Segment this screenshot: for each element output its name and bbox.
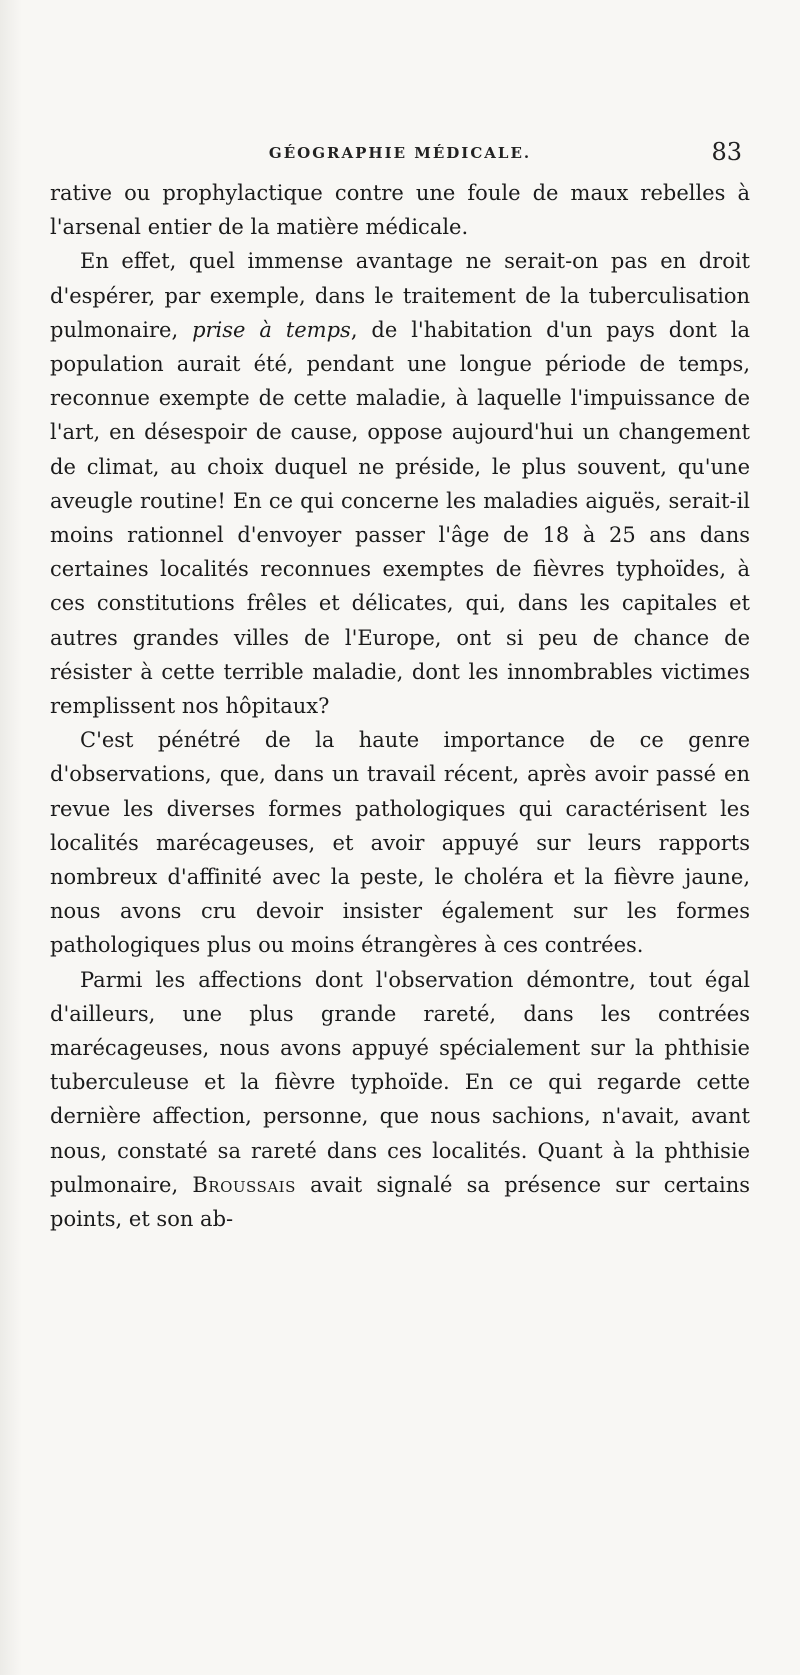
page-edge-shadow: [0, 0, 22, 1675]
author-name-broussais: Broussais: [192, 1172, 296, 1197]
paragraph-2: [50, 244, 750, 723]
paragraph-2-italic: prise à temps: [192, 317, 351, 342]
paragraph-3: C'est pénétré de la haute importance de ce genre d'observations, que, dans un travail récent, après avoir passé en revue les diverses formes pathologiques qui caractérisent les localités marécageuses, et avoir appuyé sur leurs rapports nombreux d'affinité avec la peste, le choléra et la fièvre jaune, nous avons cru devoir insister également sur les formes pathologiques plus ou moins étrangères à ces contrées.: [50, 728, 750, 958]
page-number: 83: [711, 138, 742, 166]
paragraph-2-text-a: En effet, quel immense avantage ne serait-on pas en droit d'espérer, par exemple, dans le traitement de la tuberculisation pulmonaire,: [50, 249, 750, 342]
paragraph-4: [50, 963, 750, 1237]
body-text: [50, 176, 750, 1236]
paragraph-4-text-a: Parmi les affections dont l'observation démontre, tout égal d'ailleurs, une plus grande rareté, dans les contrées marécageuses, nous avons appuyé spécialement sur la phthisie tuberculeuse et la fièvre typhoïde. En ce qui regarde cette dernière affection, personne, que nous sachions, n'avait, avant nous, constaté sa rareté dans ces localités. Quant à la phthisie pulmonaire,: [50, 967, 750, 1197]
running-title: GÉOGRAPHIE MÉDICALE.: [268, 144, 532, 162]
paragraph-1: rative ou prophylactique contre une foule de maux rebelles à l'arsenal entier de la matière médicale.: [50, 181, 750, 240]
running-head: [50, 138, 750, 172]
paragraph-4-text-b: avait signalé sa présence sur certains points, et son ab-: [50, 1172, 750, 1232]
paragraph-2-text-b: , de l'habitation d'un pays dont la population aurait été, pendant une longue période de temps, reconnue exempte de cette maladie, à laquelle l'impuissance de l'art, en désespoir de cause, oppose aujourd'hui un changement de climat, au choix duquel ne préside, le plus souvent, qu'une aveugle routine! En ce qui concerne les maladies aiguës, serait-il moins rationnel d'envoyer passer l'âge de 18 à 25 ans dans certaines localités reconnues exemptes de fièvres typhoïdes, à ces constitutions frêles et délicates, qui, dans les capitales et autres grandes villes de l'Europe, ont si peu de chance de résister à cette terrible maladie, dont les innombrables victimes remplissent nos hôpitaux?: [50, 317, 750, 719]
